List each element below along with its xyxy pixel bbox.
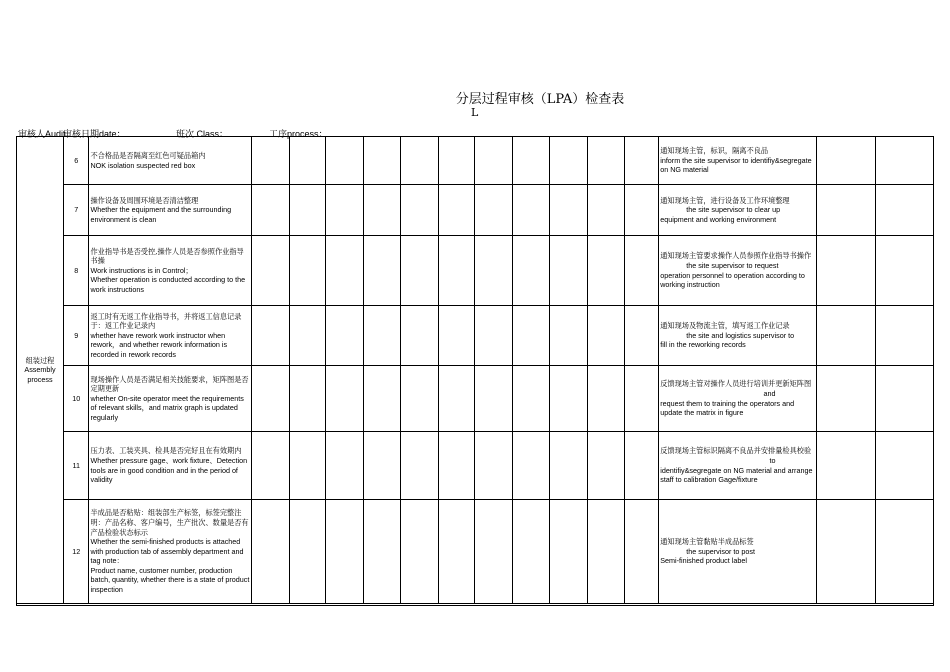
extra-cell[interactable] [817,236,875,306]
result-cell[interactable] [587,236,624,306]
result-cell[interactable] [289,236,326,306]
result-cell[interactable] [475,236,513,306]
extra-cell[interactable] [817,432,875,500]
result-cell[interactable] [251,236,289,306]
result-cell[interactable] [624,432,659,500]
result-cell[interactable] [475,306,513,366]
result-cell[interactable] [438,366,475,432]
check-item-cn: 压力表、工装夹具、检具是否完好且在有效期内 [90,446,242,456]
extra-cell[interactable] [817,306,875,366]
action-en-b: identifiy&segregate on NG material and arrange staff to calibration Gage/fixture [660,465,813,485]
result-cell[interactable] [549,185,587,236]
table-row [17,432,934,500]
check-item [89,185,251,236]
check-item-cn: 半成品是否粘贴：组装部生产标签，标签完整注明：产品名称、客户编号，生产批次、数量是否有产品检验状态标示 [90,508,249,537]
action-en-a: and [763,388,776,398]
check-item-cn: 作业指导书是否受控,操作人员是否参照作业指导书操 [90,246,244,266]
result-cell[interactable] [364,137,401,185]
table-row [17,306,934,366]
result-cell[interactable] [289,306,326,366]
check-item [89,306,251,366]
extra-cell[interactable] [817,500,875,604]
action-en-a: to [769,455,776,465]
action-item [659,366,817,432]
result-cell[interactable] [364,500,401,604]
action-cn: 通知现场主管，进行设备及工作环境整理 [660,195,790,205]
result-cell[interactable] [364,432,401,500]
extra-cell[interactable] [875,306,933,366]
result-cell[interactable] [289,432,326,500]
action-cn: 通知现场主管要求操作人员参照作业指导书操作 [660,251,812,261]
action-en-b: operation personnel to operation according to working instruction [660,270,805,290]
check-item-en-b: Whether operation is conducted according to the work instructions [90,275,246,294]
extra-cell[interactable] [875,185,933,236]
result-cell[interactable] [549,236,587,306]
result-cell[interactable] [475,500,513,604]
check-item-en: Whether the equipment and the surrounding environment is clean [90,205,232,224]
result-cell[interactable] [326,432,364,500]
result-cell[interactable] [400,500,438,604]
extra-cell[interactable] [875,500,933,604]
process-group-en: Assembly process [24,365,56,384]
page-title: 分层过程审核（LPA）检查表 [455,92,625,107]
result-cell[interactable] [587,500,624,604]
result-cell[interactable] [251,432,289,500]
title-mark: L [471,106,479,119]
result-cell[interactable] [400,306,438,366]
action-item [659,236,817,306]
result-cell[interactable] [587,137,624,185]
result-cell[interactable] [326,236,364,306]
result-cell[interactable] [251,366,289,432]
row-number: 9 [63,306,89,366]
process-group-cell [17,137,64,604]
process-group-cn: 组装过程 [25,355,55,365]
action-cn: 反馈现场主管标识隔离不良品并安排量检具校验 [660,446,812,456]
result-cell[interactable] [326,137,364,185]
result-cell[interactable] [289,185,326,236]
result-cell[interactable] [364,236,401,306]
checklist-table [16,136,934,604]
extra-cell[interactable] [817,137,875,185]
action-en-b: request them to training the operators and update the matrix in figure [660,398,795,418]
action-en-b: equipment and working environment [660,214,777,224]
action-item [659,137,817,185]
result-cell[interactable] [549,366,587,432]
result-cell[interactable] [251,306,289,366]
result-cell[interactable] [513,432,550,500]
result-cell[interactable] [549,137,587,185]
result-cell[interactable] [438,306,475,366]
check-item-cn: 不合格品是否隔离至红色可疑品箱内 [90,150,206,160]
result-cell[interactable] [400,432,438,500]
result-cell[interactable] [513,366,550,432]
table-row [17,236,934,306]
result-cell[interactable] [289,137,326,185]
action-item [659,185,817,236]
row-number: 12 [63,500,89,604]
result-cell[interactable] [475,366,513,432]
extra-cell[interactable] [875,137,933,185]
process-label: 工序process： [269,129,328,139]
check-item [89,236,251,306]
result-cell[interactable] [624,137,659,185]
result-cell[interactable] [624,185,659,236]
result-cell[interactable] [438,185,475,236]
result-cell[interactable] [400,236,438,306]
result-cell[interactable] [326,185,364,236]
table-row [17,366,934,432]
action-en-b: Semi-finished product label [660,556,747,566]
result-cell[interactable] [475,137,513,185]
result-cell[interactable] [549,432,587,500]
action-item [659,500,817,604]
check-item-en: whether have rework work instructor when rework，and whether rework information is recorded in rework records [90,330,228,359]
result-cell[interactable] [475,432,513,500]
action-en-a: the supervisor to post [686,546,755,556]
result-cell[interactable] [438,137,475,185]
table-row [17,137,934,185]
result-cell[interactable] [549,500,587,604]
table-row [17,500,934,604]
auditor-label: 审核人Audit [18,129,66,139]
result-cell[interactable] [549,306,587,366]
row-number: 10 [63,366,89,432]
result-cell[interactable] [326,306,364,366]
check-item-cn: 操作设备及周围环境是否清洁整理 [90,195,199,205]
result-cell[interactable] [624,236,659,306]
check-item-en: Whether pressure gage、work fixture、Detection tools are in good condition and in the period of validity [90,455,248,485]
result-cell[interactable] [587,185,624,236]
audit-date-label: 审核日期date： [63,129,126,139]
result-cell[interactable] [475,185,513,236]
result-cell[interactable] [251,137,289,185]
action-cn: 反馈现场主管对操作人员进行培训并更新矩阵图 [660,379,812,389]
check-item-en-b: Product name, customer number, production batch, quantity, whether there is a state of product inspection [90,565,250,595]
result-cell[interactable] [587,306,624,366]
result-cell[interactable] [624,500,659,604]
result-cell[interactable] [513,185,550,236]
result-cell[interactable] [513,236,550,306]
result-cell[interactable] [624,306,659,366]
result-cell[interactable] [251,500,289,604]
action-en-b: fill in the reworking records [660,340,746,350]
result-cell[interactable] [326,366,364,432]
action-en: inform the site supervisor to identifiy&segregate on NG material [660,155,812,175]
action-en-a: the site supervisor to request [686,260,779,270]
action-item [659,432,817,500]
extra-cell[interactable] [817,185,875,236]
check-item [89,432,251,500]
result-cell[interactable] [513,306,550,366]
check-item-cn: 返工时有无返工作业指导书，并将返工信息记录于：返工作业记录内 [90,311,242,331]
row-number: 6 [63,137,89,185]
extra-cell[interactable] [875,236,933,306]
result-cell[interactable] [438,432,475,500]
check-item-en: whether On-site operator meet the requirements of relevant skills，and matrix graph is updated regularly [90,393,244,422]
extra-cell[interactable] [817,366,875,432]
row-number: 11 [63,432,89,500]
action-cn: 通知现场主管，标识，隔离不良品 [660,146,769,156]
result-cell[interactable] [364,185,401,236]
result-cell[interactable] [400,137,438,185]
row-number: 8 [63,236,89,306]
result-cell[interactable] [587,432,624,500]
action-en-a: the site supervisor to clear up [686,205,781,215]
extra-cell[interactable] [875,366,933,432]
check-item-en-a: Whether the semi-finished products is attached with production tab of assembly department and tag note： [90,537,244,566]
check-item-cn: 现场操作人员是否满足相关技能要求，矩阵图是否定期更新 [90,374,249,394]
result-cell[interactable] [400,366,438,432]
result-cell[interactable] [438,236,475,306]
check-item [89,137,251,185]
extra-cell[interactable] [875,432,933,500]
action-en-a: the site and logistics supervisor to [686,330,795,340]
shift-label: 班次 Class： [176,129,229,139]
table-row [17,185,934,236]
result-cell[interactable] [364,306,401,366]
action-cn: 通知现场及物流主管，填写返工作业记录 [660,321,790,331]
result-cell[interactable] [289,366,326,432]
result-cell[interactable] [513,137,550,185]
result-cell[interactable] [587,366,624,432]
result-cell[interactable] [251,185,289,236]
check-item [89,366,251,432]
check-item [89,500,251,604]
result-cell[interactable] [289,500,326,604]
check-item-en-a: Work instructions is in Control； [90,265,193,275]
check-item-en: NOK isolation suspected red box [90,160,196,170]
action-item [659,306,817,366]
result-cell[interactable] [438,500,475,604]
result-cell[interactable] [326,500,364,604]
row-number: 7 [63,185,89,236]
result-cell[interactable] [400,185,438,236]
result-cell[interactable] [364,366,401,432]
result-cell[interactable] [513,500,550,604]
action-cn: 通知现场主管黏贴半成品标签 [660,537,754,547]
result-cell[interactable] [624,366,659,432]
